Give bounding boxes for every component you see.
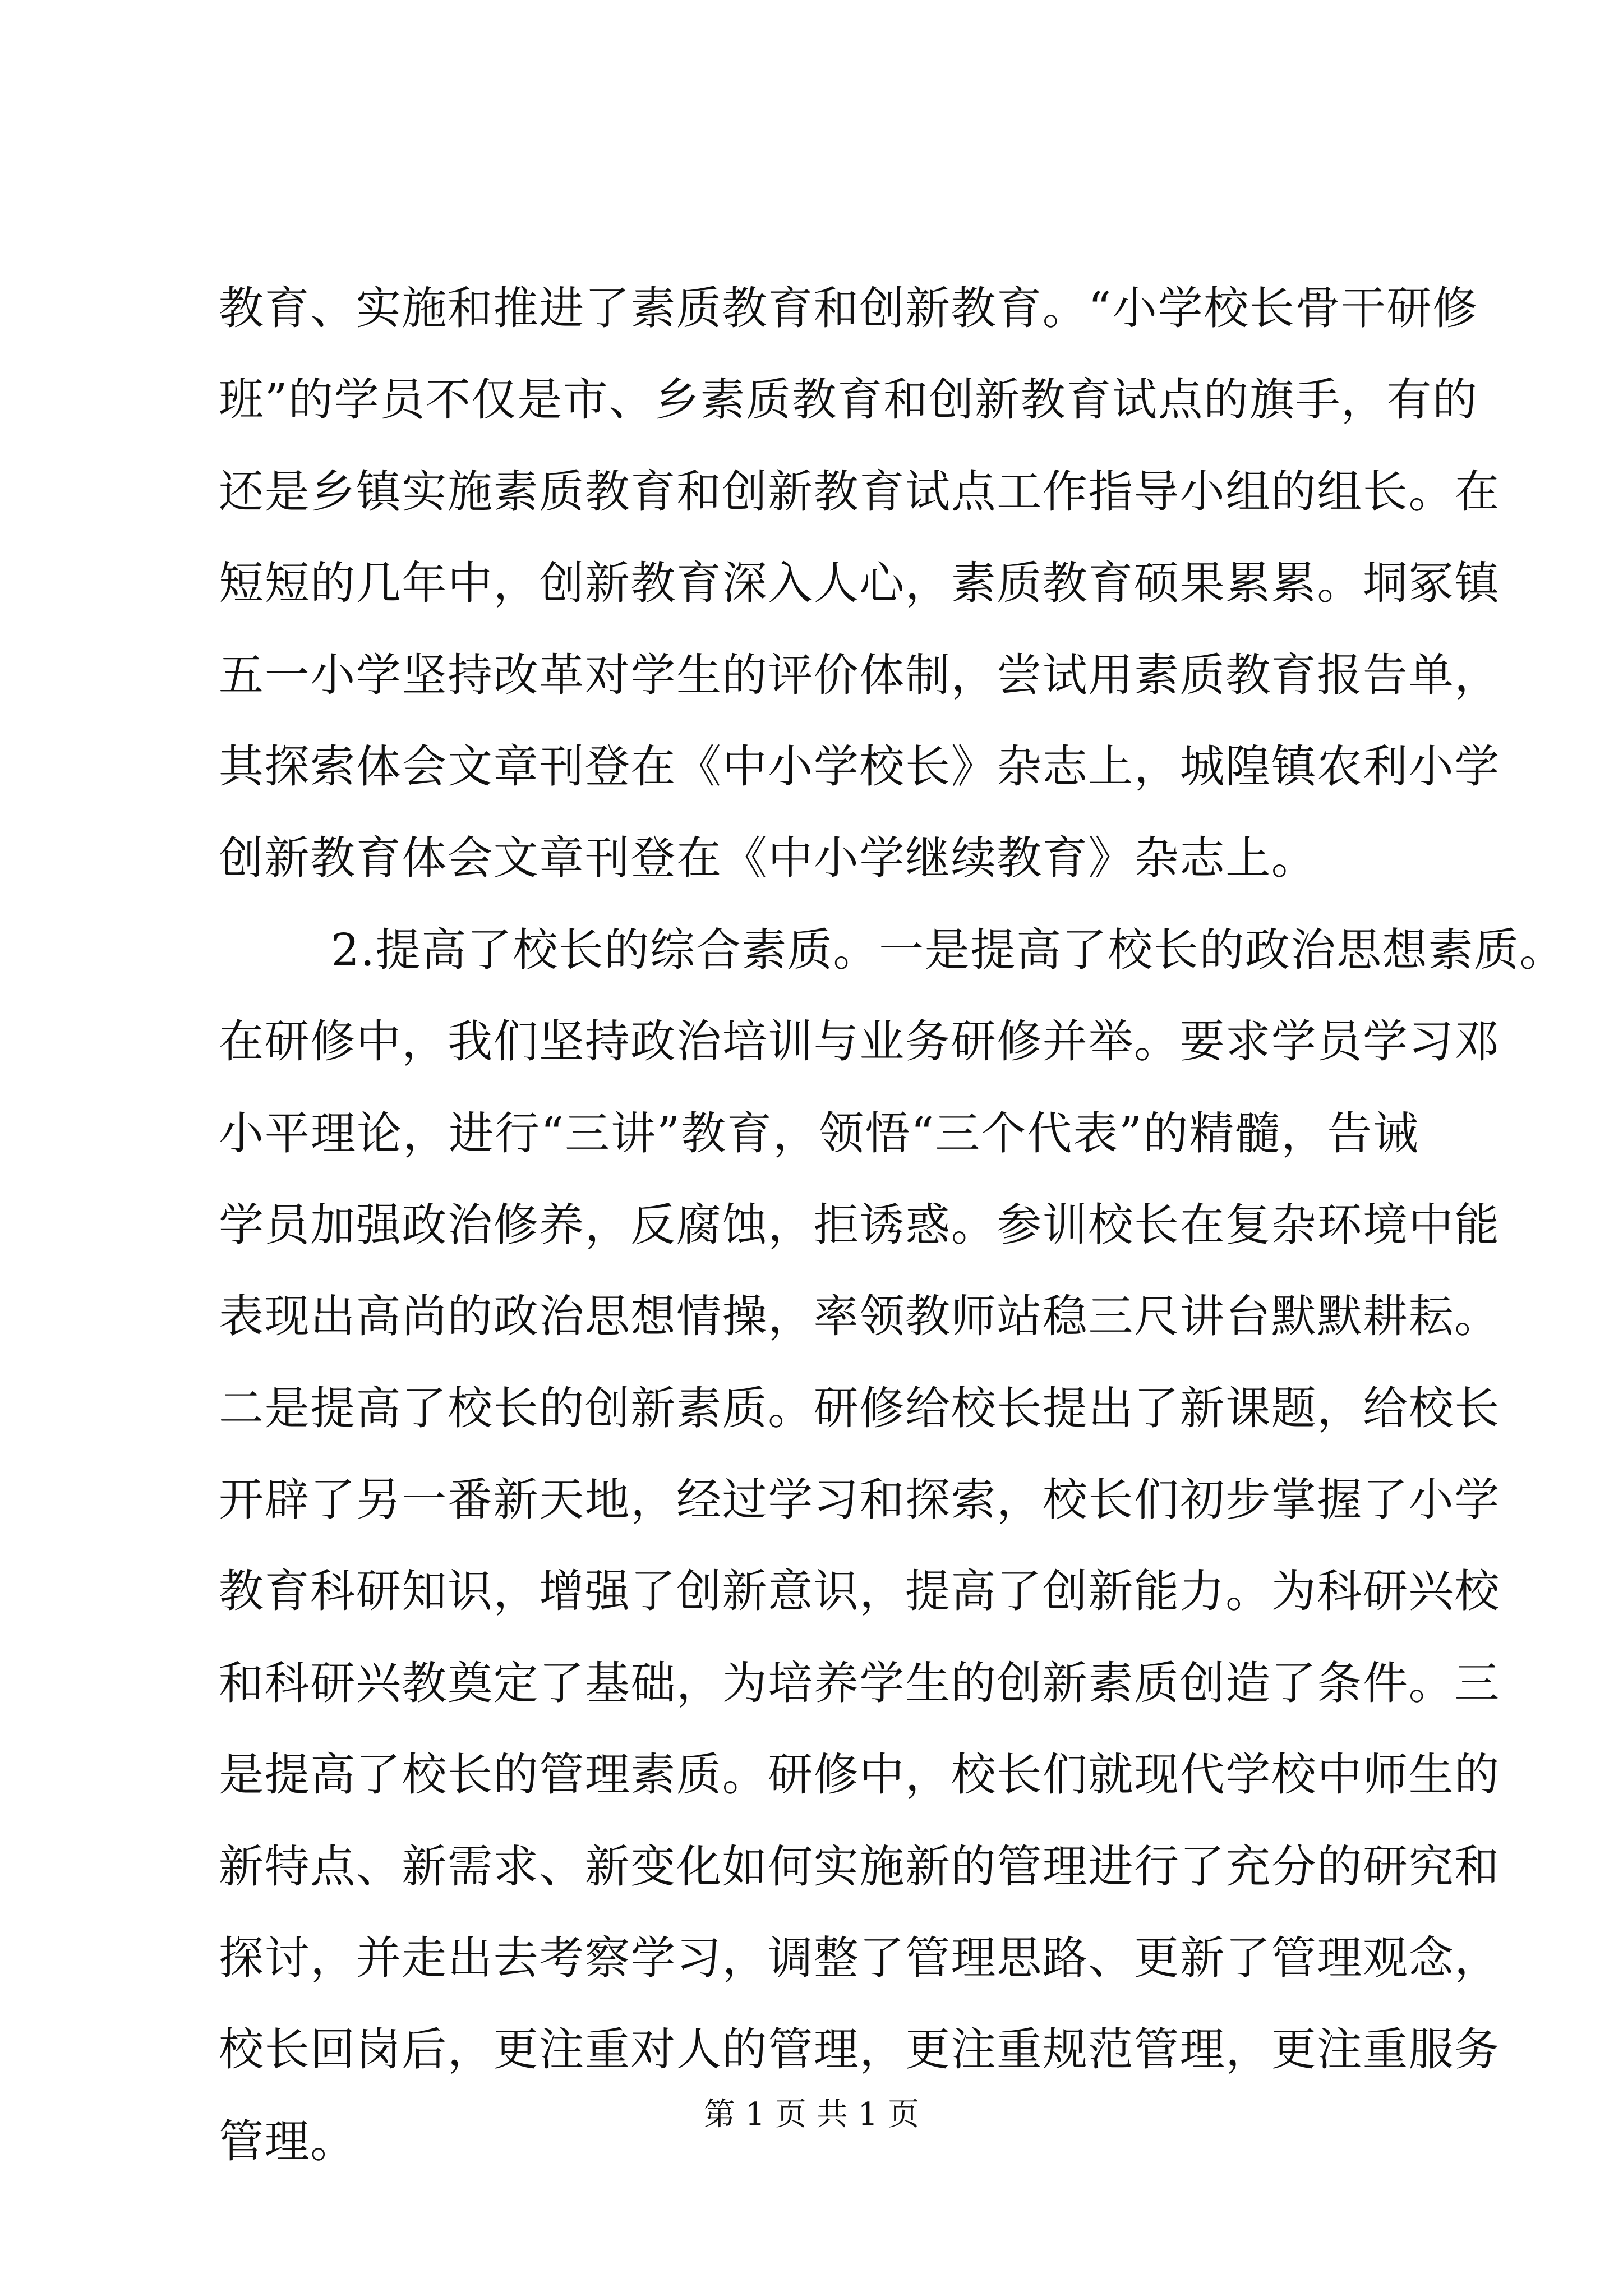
text-line: 小平理论，进行“三讲”教育，领悟“三个代表”的精髓，告诫 — [219, 1107, 1419, 1159]
text-line: 和科研兴教奠定了基础，为培养学生的创新素质创造了条件。三 — [219, 1657, 1500, 1709]
text-line: 短短的几年中，创新教育深入人心，素质教育硕果累累。垌冢镇 — [219, 557, 1500, 610]
text-line: 在研修中，我们坚持政治培训与业务研修并举。要求学员学习邓 — [219, 1015, 1500, 1068]
text-line: 五一小学坚持改革对学生的评价体制，尝试用素质教育报告单， — [219, 648, 1500, 701]
text-line: 班”的学员不仅是市、乡素质教育和创新教育试点的旗手，有的 — [219, 374, 1478, 426]
text-line: 教育科研知识，增强了创新意识，提高了创新能力。为科研兴校 — [219, 1565, 1500, 1618]
text-line: 还是乡镇实施素质教育和创新教育试点工作指导小组的组长。在 — [219, 465, 1500, 518]
text-line: 开辟了另一番新天地，经过学习和探索，校长们初步掌握了小学 — [219, 1474, 1500, 1526]
text-line: 探讨，并走出去考察学习，调整了管理思路、更新了管理观念， — [219, 1932, 1500, 1985]
text-line: 其探索体会文章刊登在《中小学校长》杂志上，城隍镇农利小学 — [219, 740, 1500, 793]
text-line: 管理。 — [219, 2115, 356, 2168]
text-line: 表现出高尚的政治思想情操，率领教师站稳三尺讲台默默耕耘。 — [219, 1290, 1500, 1343]
text-line: 新特点、新需求、新变化如何实施新的管理进行了充分的研究和 — [219, 1840, 1500, 1893]
page-number-footer: 第 1 页 共 1 页 — [703, 2096, 920, 2133]
text-line: 二是提高了校长的创新素质。研修给校长提出了新课题，给校长 — [219, 1382, 1500, 1434]
text-line: 校长回岗后，更注重对人的管理，更注重规范管理，更注重服务 — [219, 2023, 1500, 2076]
text-line: 教育、实施和推进了素质教育和创新教育。“小学校长骨干研修 — [219, 282, 1478, 334]
text-line: 创新教育体会文章刊登在《中小学继续教育》杂志上。 — [219, 832, 1317, 885]
document-body — [219, 263, 1566, 2187]
text-line: 学员加强政治修养，反腐蚀，拒诱惑。参训校长在复杂环境中能 — [219, 1198, 1500, 1251]
text-line: 是提高了校长的管理素质。研修中，校长们就现代学校中师生的 — [219, 1749, 1500, 1801]
text-line: 2.提高了校长的综合素质。一是提高了校长的政治思想素质。 — [331, 923, 1566, 976]
